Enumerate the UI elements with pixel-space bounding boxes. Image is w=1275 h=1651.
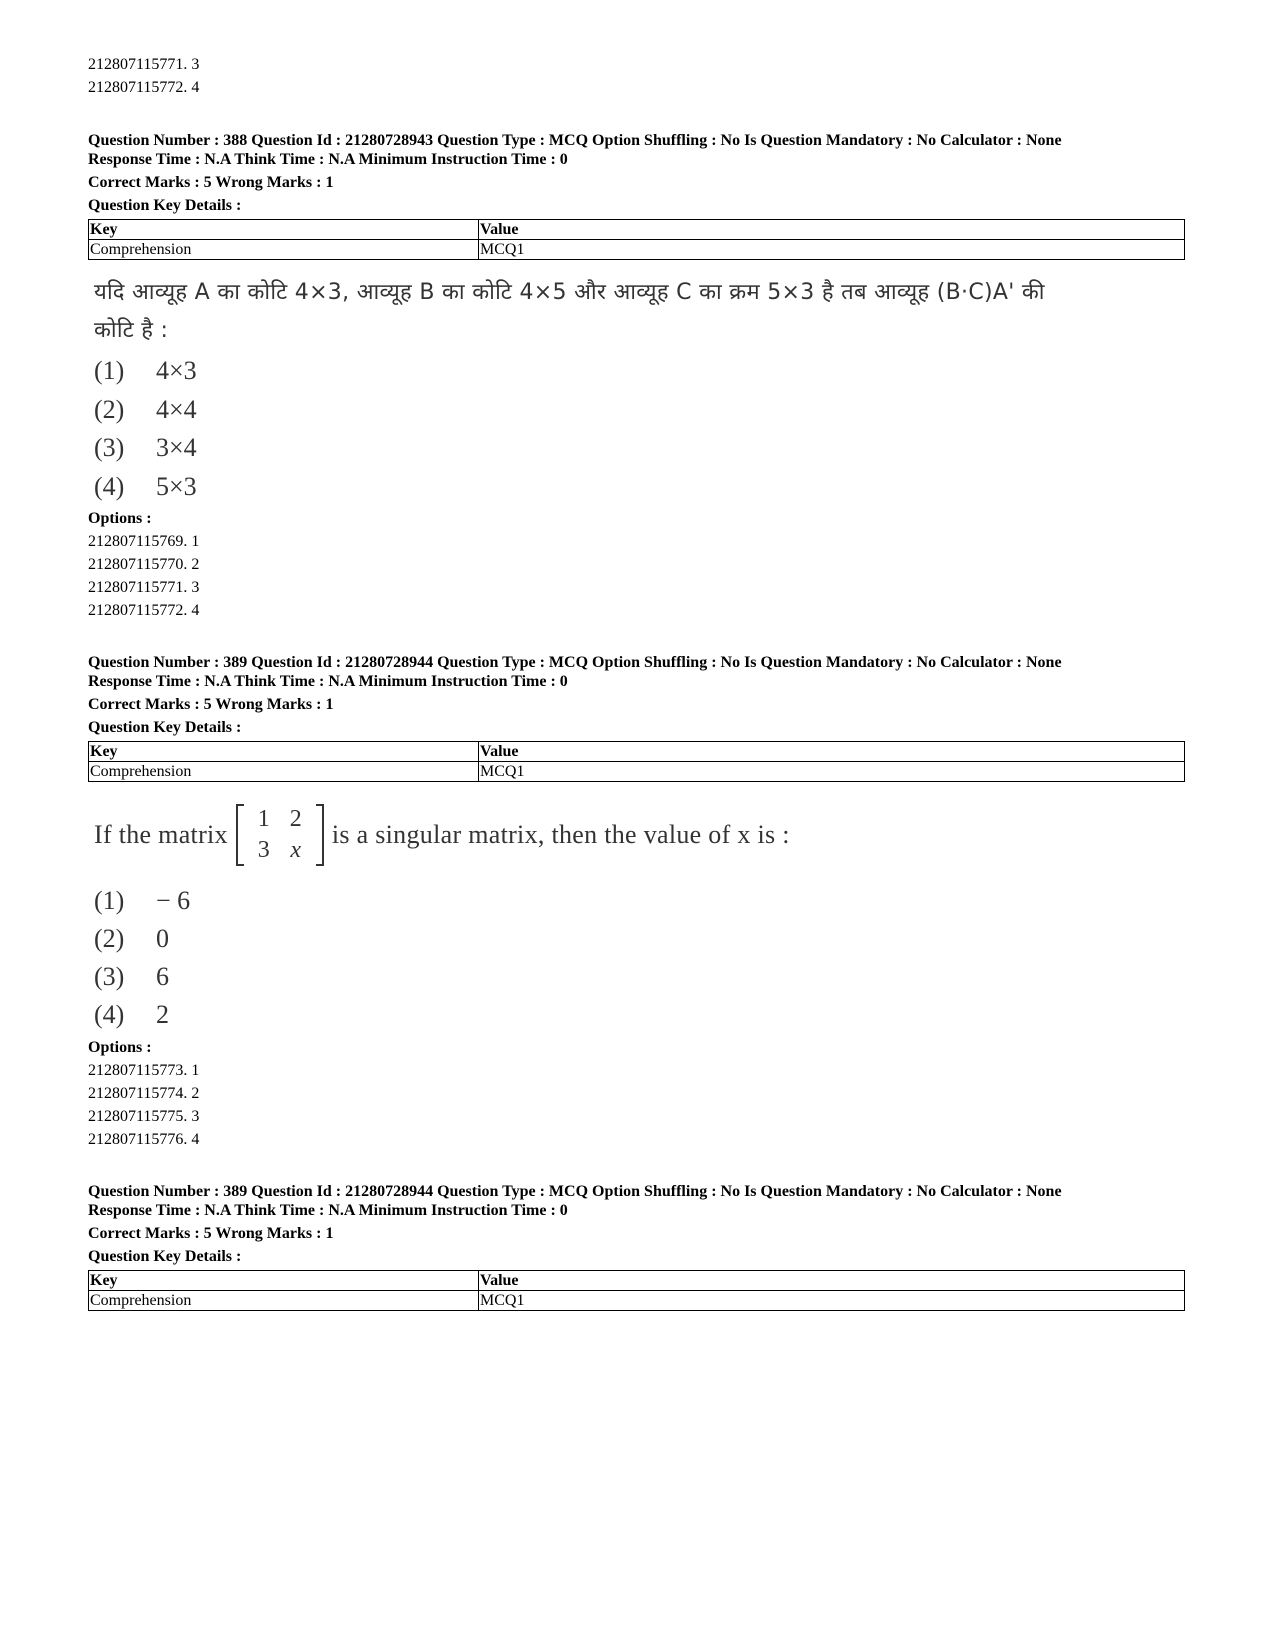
choice-text: 2 (156, 1000, 169, 1029)
option-line: 212807115774. 2 (88, 1085, 200, 1102)
question-timing: Response Time : N.A Think Time : N.A Minimum Instruction Time : 0 (88, 1202, 568, 1219)
key-header: Key (89, 220, 479, 240)
choice-number: (3) (94, 962, 125, 991)
choice-text: 4×4 (156, 395, 197, 424)
choice-number: (2) (94, 395, 125, 424)
option-line: 212807115772. 4 (88, 602, 200, 619)
question-text (94, 804, 790, 866)
key-header: Key (89, 742, 479, 762)
option-line: 212807115772. 4 (88, 79, 200, 96)
key-header: Key (89, 1271, 479, 1291)
options-label: Options : (88, 1039, 152, 1056)
table-header-row (89, 220, 1185, 240)
row-value: MCQ1 (479, 1291, 1185, 1311)
question-marks: Correct Marks : 5 Wrong Marks : 1 (88, 1225, 334, 1242)
key-details-table (88, 741, 1185, 782)
table-row (89, 240, 1185, 260)
table-row (89, 762, 1185, 782)
option-line: 212807115771. 3 (88, 579, 200, 596)
question-marks: Correct Marks : 5 Wrong Marks : 1 (88, 696, 334, 713)
question-header: Question Number : 389 Question Id : 21280728944 Question Type : MCQ Option Shuffling : No Is Question Mandatory : No Calculator : None (88, 1183, 1062, 1200)
choice-item (94, 433, 197, 463)
choice-item (94, 356, 197, 386)
matrix-right-bracket (316, 804, 324, 866)
table-row (89, 1291, 1185, 1311)
choice-number: (1) (94, 886, 125, 915)
option-line: 212807115769. 1 (88, 533, 200, 550)
question-text-before: If the matrix (94, 820, 228, 849)
table-header-row (89, 742, 1185, 762)
question-text: यदि आव्यूह A का कोटि 4×3, आव्यूह B का कोटि 4×5 और आव्यूह C का क्रम 5×3 है तब आव्यूह (B·C)A' की (94, 280, 1045, 305)
matrix-cell: x (290, 837, 302, 863)
option-line: 212807115771. 3 (88, 56, 200, 73)
choice-number: (3) (94, 433, 125, 462)
row-key: Comprehension (89, 1291, 479, 1311)
option-line: 212807115775. 3 (88, 1108, 200, 1125)
choice-item (94, 395, 197, 425)
choice-text: 3×4 (156, 433, 197, 462)
option-line: 212807115776. 4 (88, 1131, 200, 1148)
matrix-cell: 2 (289, 806, 303, 832)
question-marks: Correct Marks : 5 Wrong Marks : 1 (88, 174, 334, 191)
question-timing: Response Time : N.A Think Time : N.A Minimum Instruction Time : 0 (88, 673, 568, 690)
option-line: 212807115770. 2 (88, 556, 200, 573)
choice-item (94, 1000, 169, 1030)
row-value: MCQ1 (479, 240, 1185, 260)
matrix-cell: 1 (257, 806, 271, 832)
choice-item (94, 886, 190, 916)
matrix (236, 804, 324, 866)
value-header: Value (479, 220, 1185, 240)
key-details-table (88, 219, 1185, 260)
matrix-left-bracket (236, 804, 244, 866)
choice-text: − 6 (156, 886, 191, 915)
choice-text: 0 (156, 924, 169, 953)
choice-number: (4) (94, 1000, 125, 1029)
question-header: Question Number : 389 Question Id : 21280728944 Question Type : MCQ Option Shuffling : No Is Question Mandatory : No Calculator : None (88, 654, 1062, 671)
matrix-grid (244, 804, 316, 866)
question-text: कोटि है : (94, 318, 169, 343)
choice-number: (2) (94, 924, 125, 953)
choice-item (94, 472, 197, 502)
choice-text: 6 (156, 962, 169, 991)
question-text-after: is a singular matrix, then the value of x is : (331, 820, 790, 849)
question-header: Question Number : 388 Question Id : 21280728943 Question Type : MCQ Option Shuffling : No Is Question Mandatory : No Calculator : None (88, 132, 1062, 149)
choice-item (94, 962, 169, 992)
key-details-table (88, 1270, 1185, 1311)
row-value: MCQ1 (479, 762, 1185, 782)
choice-text: 5×3 (156, 472, 197, 501)
value-header: Value (479, 742, 1185, 762)
choice-number: (1) (94, 356, 125, 385)
row-key: Comprehension (89, 762, 479, 782)
question-timing: Response Time : N.A Think Time : N.A Minimum Instruction Time : 0 (88, 151, 568, 168)
row-key: Comprehension (89, 240, 479, 260)
choice-text: 4×3 (156, 356, 197, 385)
choice-number: (4) (94, 472, 125, 501)
key-details-label: Question Key Details : (88, 1248, 242, 1265)
option-line: 212807115773. 1 (88, 1062, 200, 1079)
key-details-label: Question Key Details : (88, 197, 242, 214)
options-label: Options : (88, 510, 152, 527)
table-header-row (89, 1271, 1185, 1291)
key-details-label: Question Key Details : (88, 719, 242, 736)
choice-item (94, 924, 169, 954)
matrix-cell: 3 (257, 837, 271, 863)
value-header: Value (479, 1271, 1185, 1291)
